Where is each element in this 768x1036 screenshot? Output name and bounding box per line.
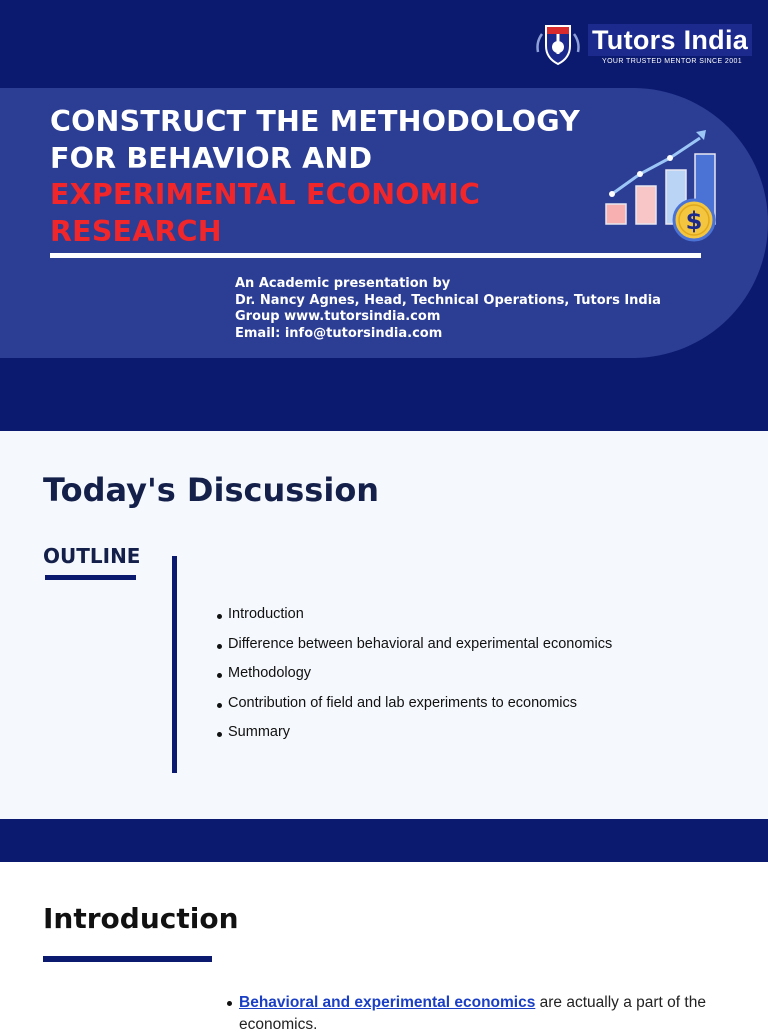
dollar-symbol: $ — [685, 207, 703, 235]
website: Group www.tutorsindia.com — [235, 309, 441, 324]
vertical-divider — [172, 556, 177, 773]
outline-heading: OUTLINE — [43, 544, 141, 568]
title-underline — [50, 253, 701, 258]
byline-line: An Academic presentation by — [235, 276, 451, 291]
list-item: Difference between behavioral and experimental economics — [214, 636, 612, 666]
list-item: Contribution of field and lab experiments to economics — [214, 695, 612, 725]
title-line-1: CONSTRUCT THE METHODOLOGY — [50, 105, 581, 138]
introduction-title: Introduction — [43, 902, 239, 935]
crest-icon — [532, 22, 584, 68]
slide-divider — [0, 819, 768, 862]
outline-underline — [45, 575, 136, 580]
presentation-title — [50, 104, 670, 250]
introduction-bullet — [239, 992, 709, 1036]
tutors-india-logo — [532, 22, 752, 68]
outline-list — [214, 606, 612, 754]
introduction-underline — [43, 956, 212, 962]
cover-slide — [0, 0, 768, 431]
presenter-info — [235, 276, 661, 342]
brand-name: Tutors India — [588, 24, 752, 56]
discussion-slide — [0, 431, 768, 819]
list-item: Summary — [214, 724, 612, 754]
list-item: Introduction — [214, 606, 612, 636]
discussion-title: Today's Discussion — [43, 471, 380, 509]
economics-link[interactable]: Behavioral and experimental economics — [239, 993, 536, 1011]
introduction-slide — [0, 862, 768, 1033]
email: Email: info@tutorsindia.com — [235, 325, 443, 341]
list-item: Methodology — [214, 665, 612, 695]
growth-chart-icon — [600, 128, 722, 246]
title-line-3: EXPERIMENTAL ECONOMIC — [50, 178, 481, 211]
title-line-4: RESEARCH — [50, 214, 222, 248]
introduction-text: are actually a part of the economics. — [239, 993, 706, 1033]
brand-tagline: YOUR TRUSTED MENTOR SINCE 2001 — [602, 58, 743, 65]
presenter-name: Dr. Nancy Agnes, Head, Technical Operations, Tutors India — [235, 292, 661, 308]
title-line-2: FOR BEHAVIOR AND — [50, 141, 373, 175]
